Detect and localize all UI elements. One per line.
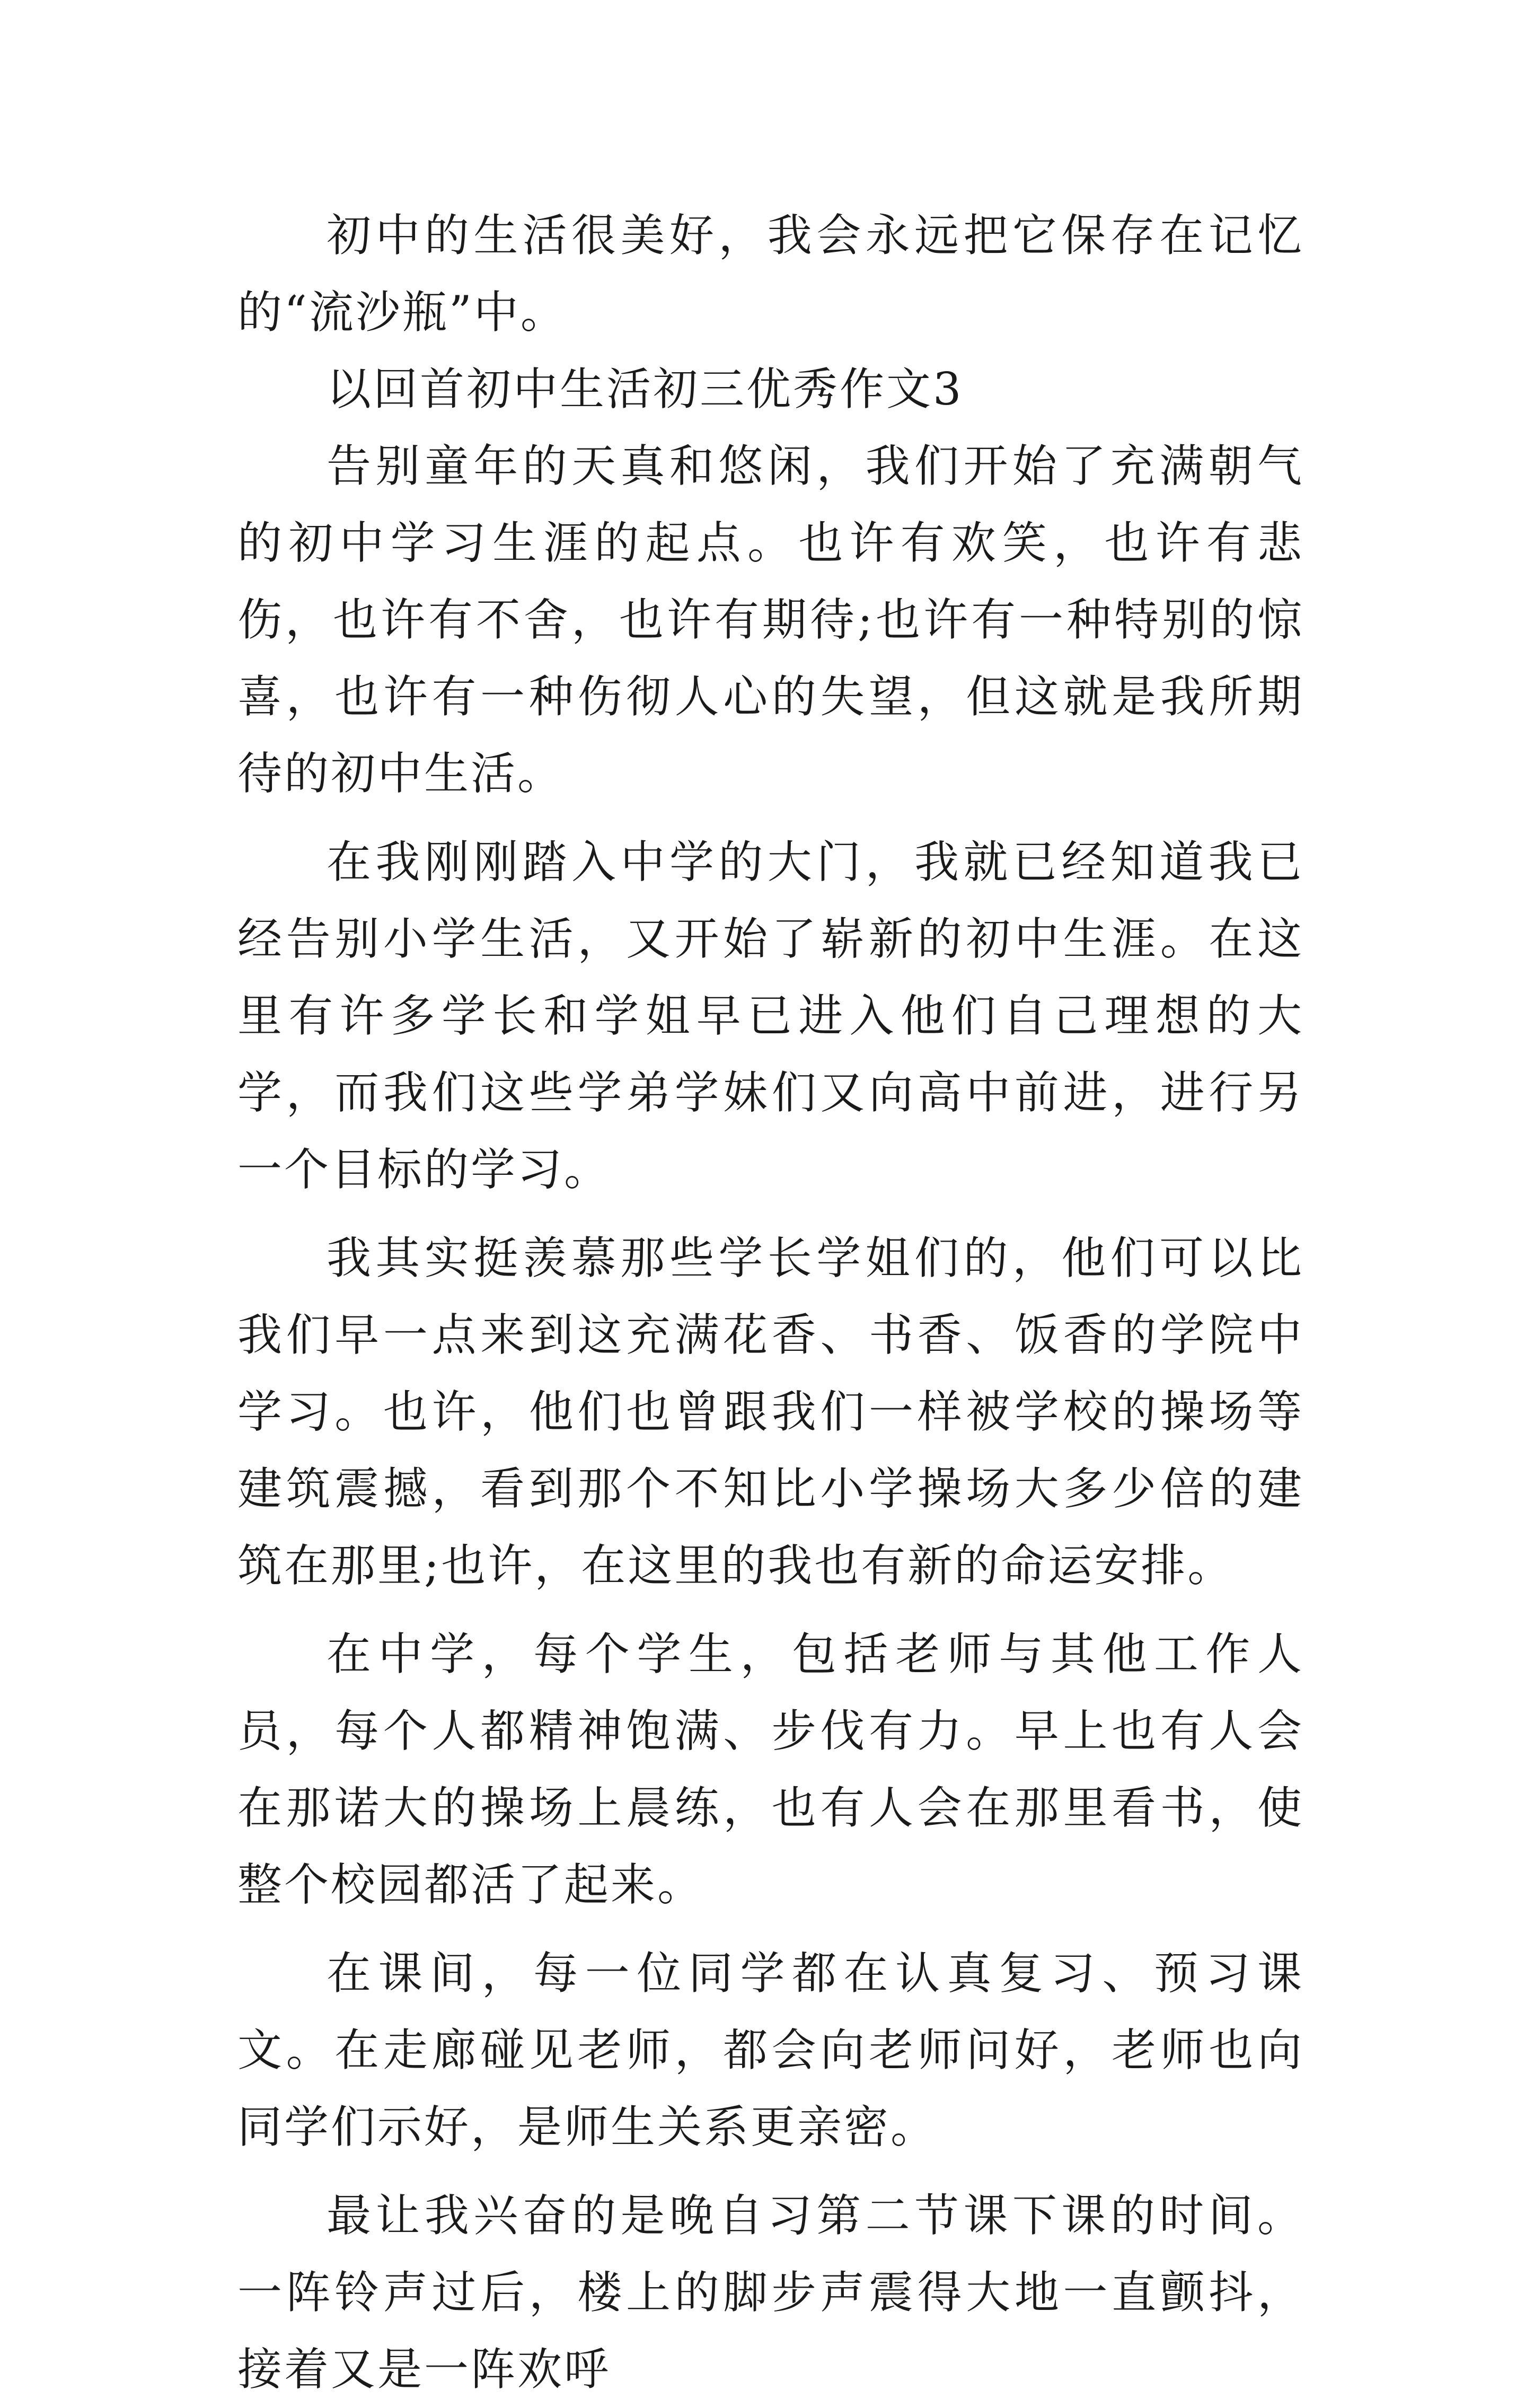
paragraph-4: 我其实挺羡慕那些学长学姐们的，他们可以比我们早一点来到这充满花香、书香、饭香的学院中学习。也许，他们也曾跟我们一样被学校的操场等建筑震撼，看到那个不知比小学操场大多少倍的建筑在那里;也许，在这里的我也有新的命运安排。 — [237, 1232, 1304, 1592]
paragraph-6: 在课间，每一位同学都在认真复习、预习课文。在走廊碰见老师，都会向老师问好，老师也向同学们示好，是师生关系更亲密。 — [237, 1947, 1304, 2153]
paragraph-3: 在我刚刚踏入中学的大门，我就已经知道我已经告别小学生活，又开始了崭新的初中生涯。在这里有许多学长和学姐早已进入他们自己理想的大学，而我们这些学弟学妹们又向高中前进，进行另一个目标的学习。 — [237, 836, 1304, 1196]
paragraph-7: 最让我兴奋的是晚自习第二节课下课的时间。一阵铃声过后，楼上的脚步声震得大地一直颤抖，接着又是一阵欢呼 — [237, 2190, 1304, 2395]
paragraph-5: 在中学，每个学生，包括老师与其他工作人员，每个人都精神饱满、步伐有力。早上也有人会在那诺大的操场上晨练，也有人会在那里看书，使整个校园都活了起来。 — [237, 1628, 1304, 1911]
paragraph-2: 告别童年的天真和悠闲，我们开始了充满朝气的初中学习生涯的起点。也许有欢笑，也许有悲伤，也许有不舍，也许有期待;也许有一种特别的惊喜，也许有一种伤彻人心的失望，但这就是我所期待的初中生活。 — [237, 440, 1304, 799]
essay-heading: 以回首初中生活初三优秀作文3 — [327, 363, 964, 415]
document-body — [237, 197, 1304, 2408]
paragraph-1: 初中的生活很美好，我会永远把它保存在记忆的“流沙瓶”中。 — [237, 209, 1304, 338]
